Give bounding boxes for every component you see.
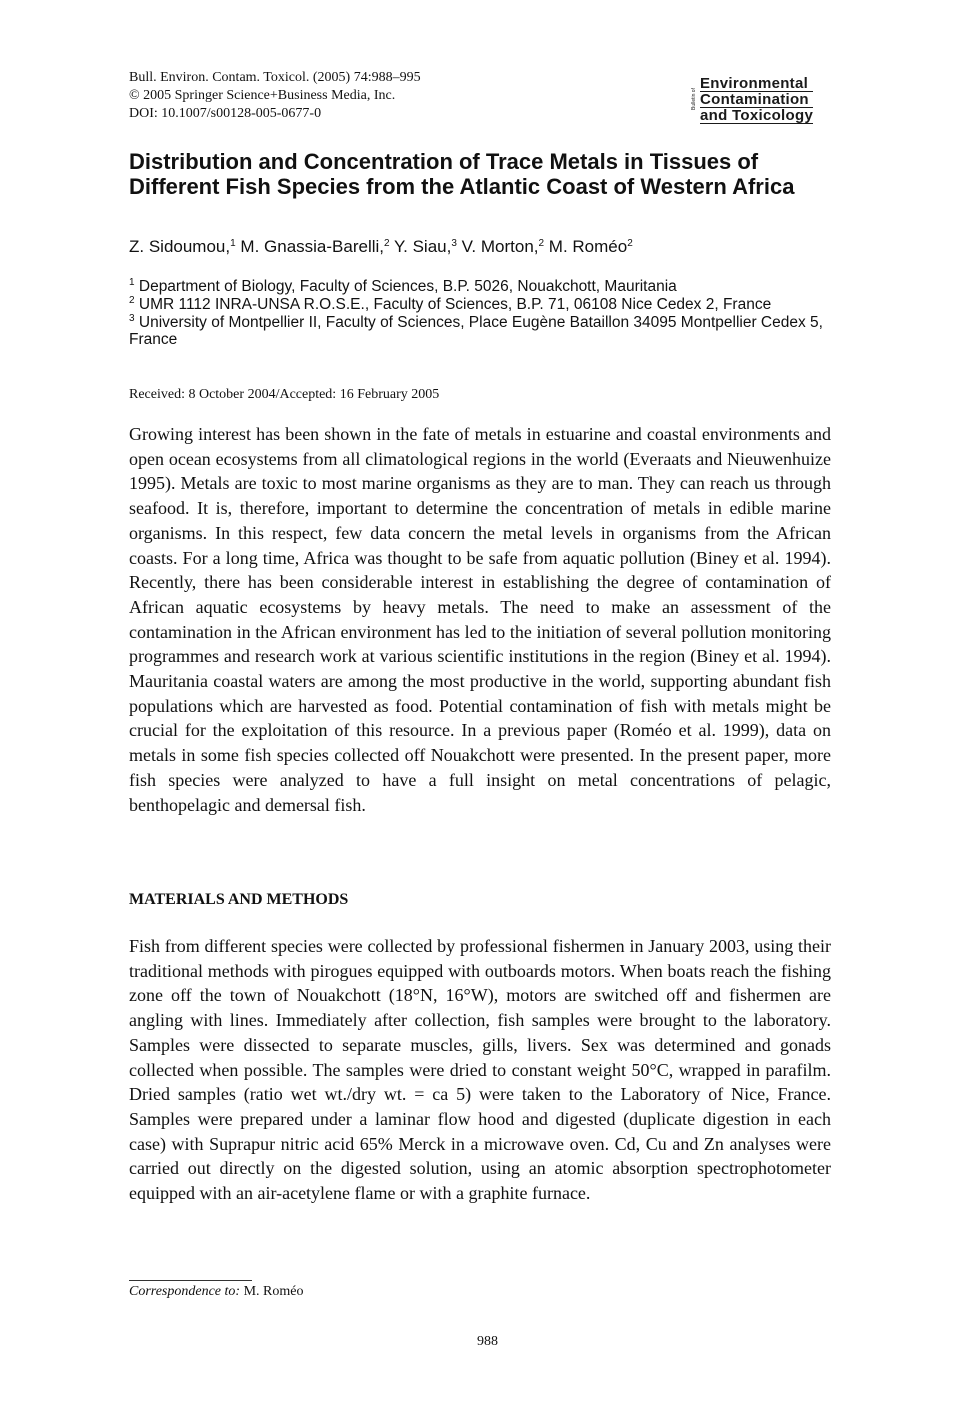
author-affiliation-mark: 2 bbox=[384, 238, 390, 249]
author-name: V. Morton, bbox=[461, 237, 539, 256]
citation-block bbox=[129, 69, 421, 123]
citation-doi: DOI: 10.1007/s00128-005-0677-0 bbox=[129, 106, 322, 121]
intro-paragraph: Growing interest has been shown in the fate of metals in estuarine and coastal environments and open ocean ecosystems from all climatological regions in the world (Everaats and Nieuwenhuize 1995). Metals are toxic to most marine organisms as they are to man. They can reach us through seafood. It is, therefore, important to determine the concentration of metals in edible marine organisms. In this respect, few data concern the metal levels in organisms from the African coasts. For a long time, Africa was thought to be safe from aquatic pollution (Biney et al. 1994). Recently, there has been considerable interest in establishing the degree of contamination of African aquatic ecosystems by heavy metals. The need to make an assessment of the contamination in the African environment has led to the initiation of several pollution monitoring programmes and research work at various scientific institutions in the region (Biney et al. 1994). Mauritania coastal waters are among the most productive in the world, supporting abundant fish populations which are harvested as food. Potential contamination of fish with metals might be crucial for the exploitation of this resource. In a previous paper (Roméo et al. 1999), data on metals in some fish species collected off Nouakchott were presented. In the present paper, more fish species were analyzed to have a full insight on metal concentrations of pelagic, benthopelagic and demersal fish. bbox=[129, 424, 831, 815]
journal-logo-line-3: and Toxicology bbox=[700, 107, 814, 124]
author-affiliation-mark: 2 bbox=[538, 238, 545, 249]
author-name: Y. Siau, bbox=[394, 237, 452, 256]
paper-title: Distribution and Concentration of Trace Metals in Tissues of Different Fish Species from the Atlantic Coast of Western Africa bbox=[129, 149, 795, 199]
correspondence-label: Correspondence to: bbox=[129, 1284, 241, 1299]
author-name: Z. Sidoumou, bbox=[129, 237, 231, 256]
received-dates: Received: 8 October 2004/Accepted: 16 February 2005 bbox=[129, 387, 440, 402]
journal-logo-side-text: Bulletin of bbox=[691, 88, 697, 110]
author-affiliation-mark: 1 bbox=[230, 238, 236, 249]
author-name: M. Roméo bbox=[548, 237, 628, 256]
affiliations bbox=[129, 278, 849, 349]
affiliation-item bbox=[129, 296, 849, 313]
section-heading: MATERIALS AND METHODS bbox=[129, 891, 349, 908]
journal-logo-line-1: Environmental bbox=[700, 76, 813, 92]
correspondence-footnote bbox=[129, 1283, 303, 1301]
citation-copyright: © 2005 Springer Science+Business Media, Inc. bbox=[129, 88, 396, 103]
author-list bbox=[129, 236, 633, 258]
author-affiliation-mark: 3 bbox=[451, 238, 457, 249]
methods-paragraph: Fish from different species were collected by professional fishermen in January 2003, using their traditional methods with pirogues equipped with outboards motors. When boats reach the fishing zone off the town of Nouakchott (18°N, 16°W), motors are switched off and fishermen are angling with lines. Immediately after collection, fish samples were brought to the laboratory. Samples were dissected to separate muscles, gills, livers. Sex was determined and gonads collected when possible. The samples were dried to constant weight 50°C, wrapped in parafilm. Dried samples (ratio wet wt./dry wt. = ca 5) were taken to the Laboratory of Nice, France. Samples were prepared under a laminar flow hood and digested (duplicate digestion in each case) with Suprapur nitric acid 65% Merck in a microwave oven. Cd, Cu and Zn analyses were carried out directly on the digested solution, using an atomic absorption spectrophotometer equipped with an air-acetylene flame or with a graphite furnace. bbox=[129, 936, 831, 1204]
affiliation-text: Department of Biology, Faculty of Sciences, B.P. 5026, Nouakchott, Mauritania bbox=[138, 278, 677, 295]
affiliation-number: 2 bbox=[129, 295, 135, 306]
affiliation-number: 3 bbox=[129, 313, 135, 324]
correspondence-name: M. Roméo bbox=[243, 1284, 304, 1299]
affiliation-item bbox=[129, 278, 849, 295]
affiliation-number: 1 bbox=[129, 277, 135, 288]
citation-journal: Bull. Environ. Contam. Toxicol. (2005) 74:988–995 bbox=[129, 70, 421, 85]
page-number: 988 bbox=[477, 1334, 498, 1349]
journal-logo-line-2: Contamination bbox=[700, 92, 813, 108]
footnote-divider bbox=[129, 1280, 252, 1281]
journal-logo bbox=[690, 76, 852, 122]
affiliation-item bbox=[129, 314, 849, 348]
affiliation-text: University of Montpellier II, Faculty of Sciences, Place Eugène Bataillon 34095 Montpellier Cedex 5, France bbox=[129, 314, 823, 348]
author-name: M. Gnassia-Barelli, bbox=[240, 237, 385, 256]
author-affiliation-mark: 2 bbox=[627, 238, 633, 249]
affiliation-text: UMR 1112 INRA-UNSA R.O.S.E., Faculty of Sciences, B.P. 71, 06108 Nice Cedex 2, France bbox=[138, 296, 772, 313]
